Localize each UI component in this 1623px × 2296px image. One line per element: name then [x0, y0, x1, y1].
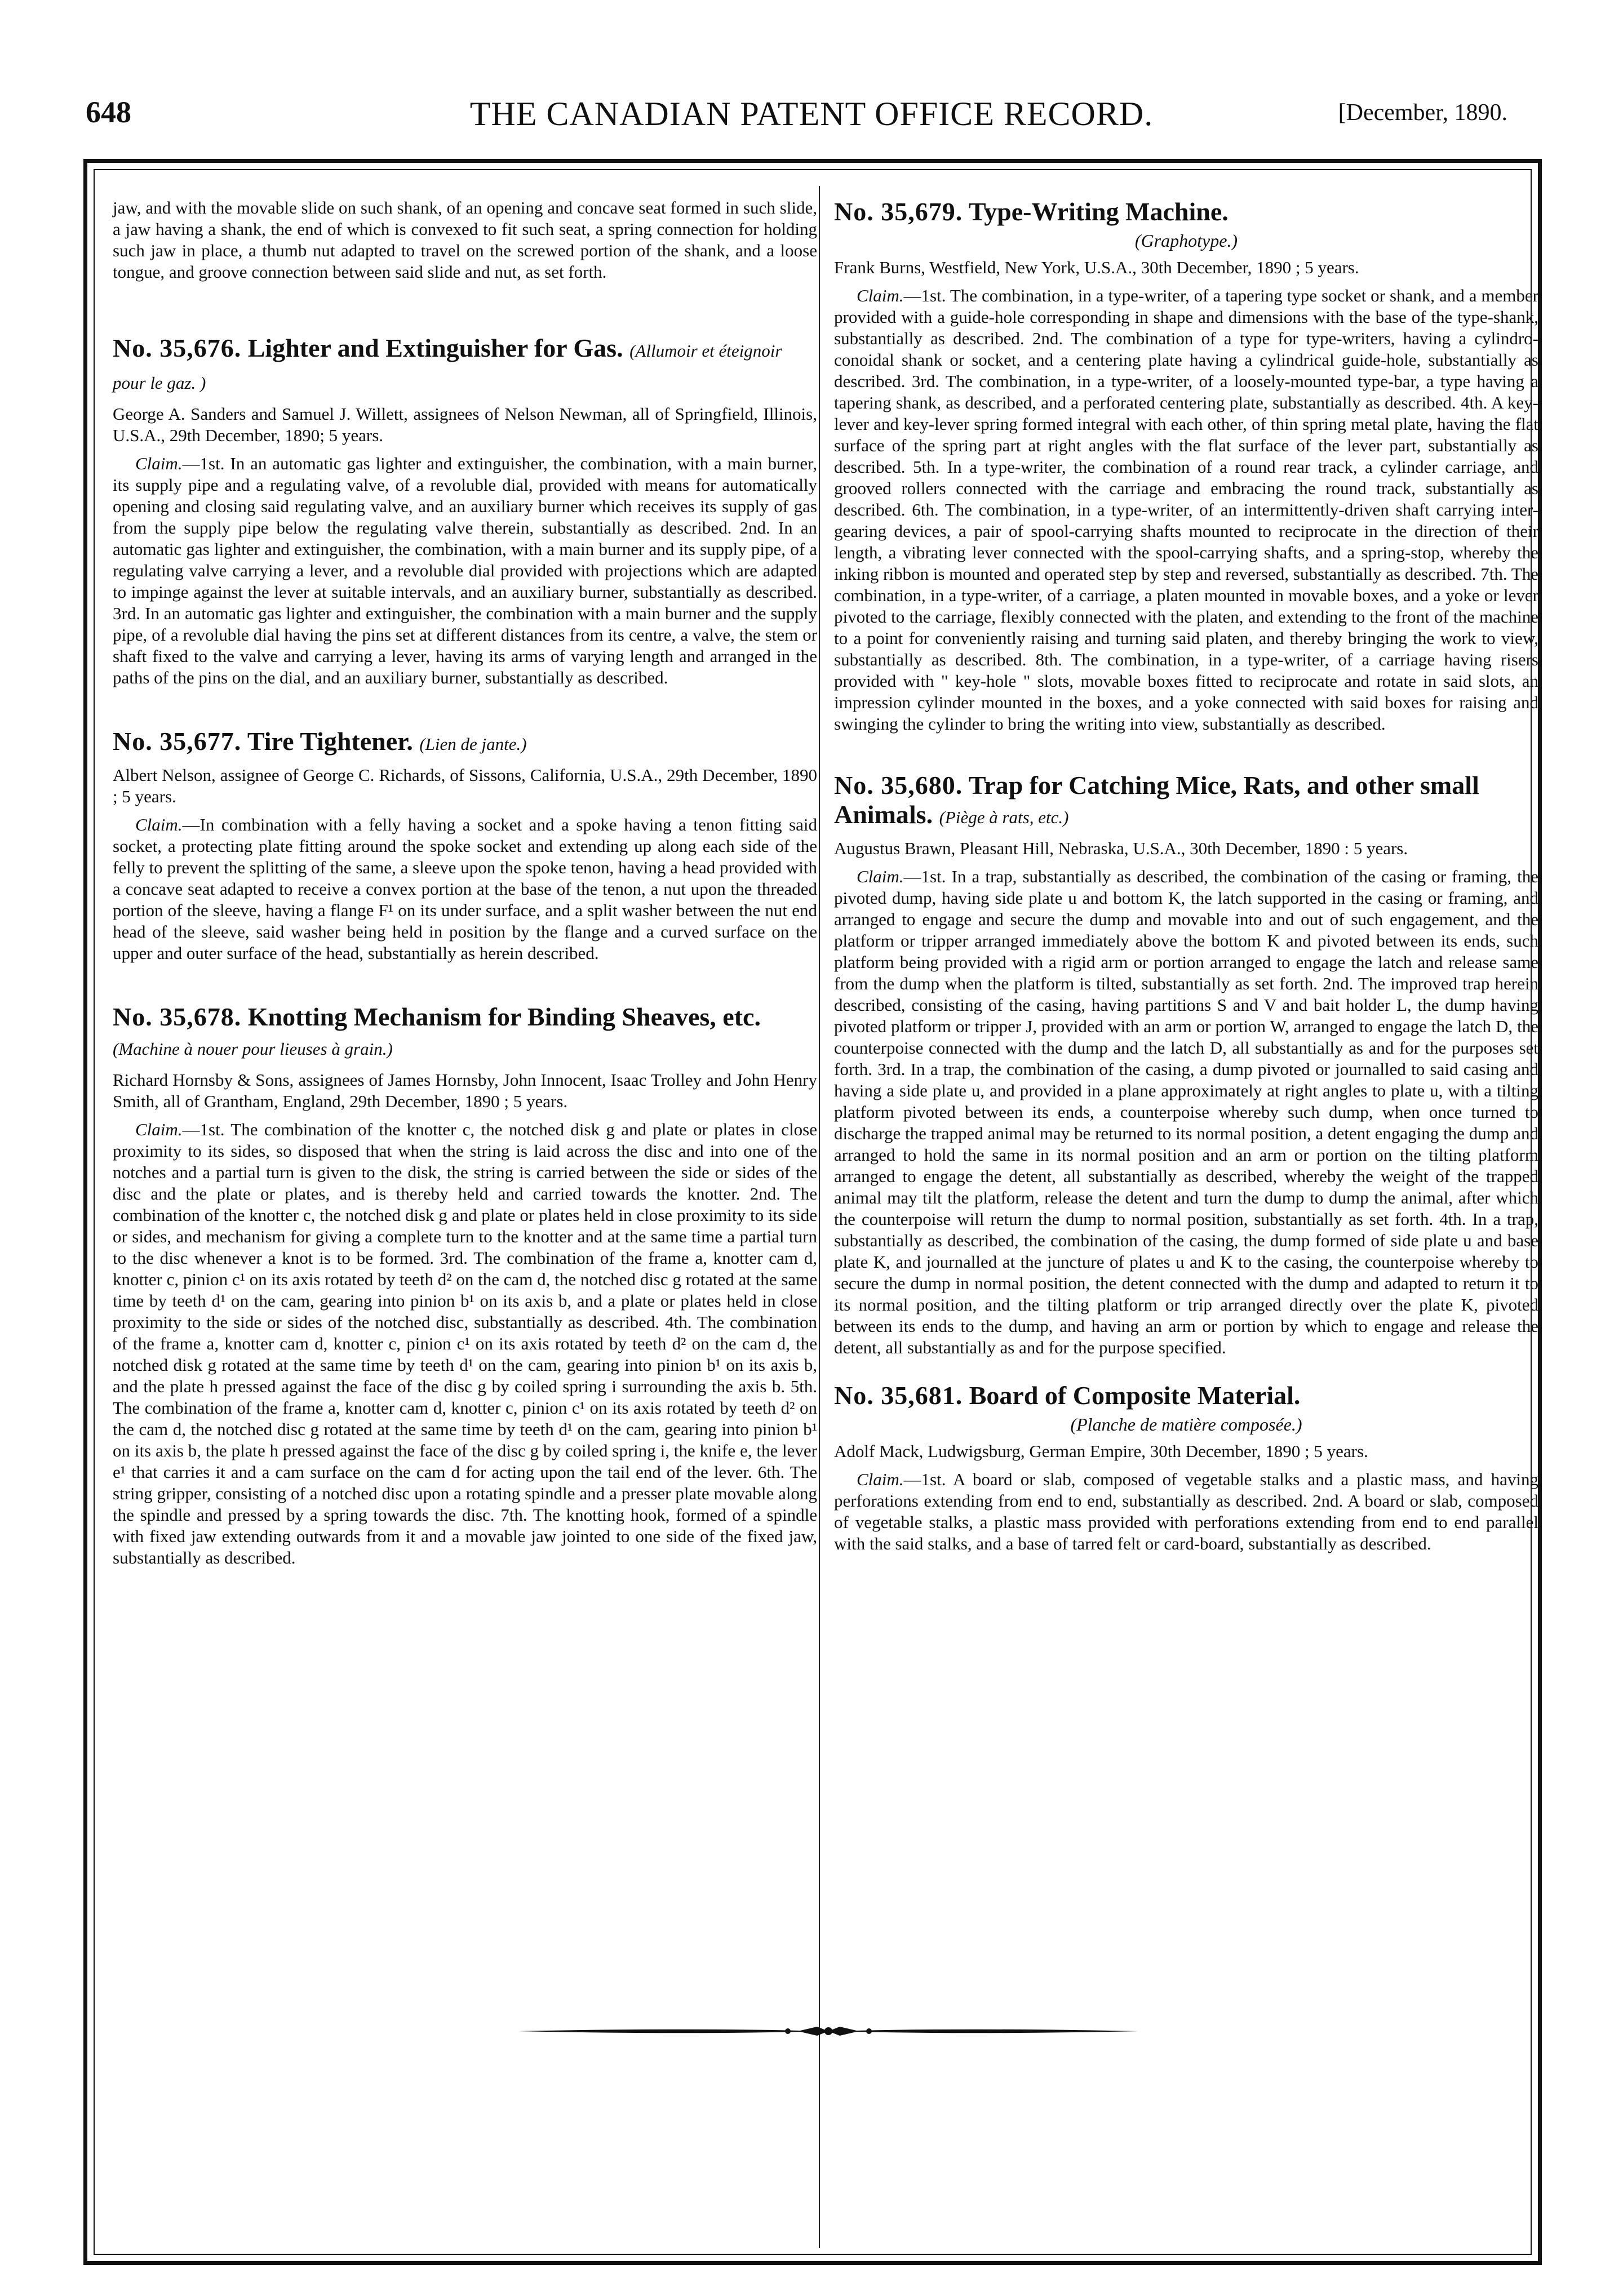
patent-entry-35678: [113, 1002, 817, 1569]
patent-assignee: Albert Nelson, assignee of George C. Richards, of Sissons, California, U.S.A., 29th December, 1890 ; 5 years.: [113, 765, 817, 806]
claim-text: —1st. A board or slab, composed of vegetable stalks and a plastic mass, and having perforations extending from end to end, substantially as described. 2nd. A board or slab, composed of vegetable stalks, a plastic mass provided with perforations extending from end to end parallel with the said stalks, and a base of tarred felt or card-board, substantially as described.: [834, 1469, 1538, 1553]
patent-title-french: (Graphotype.): [1134, 230, 1238, 251]
right-column: [834, 197, 1538, 1555]
entry-heading: [113, 1002, 817, 1064]
patent-title: Type-Writing Machine.: [968, 197, 1229, 226]
patent-number: No. 35,676.: [113, 334, 242, 362]
claim-label: Claim.: [135, 454, 183, 473]
patent-entry-35677: [113, 727, 817, 964]
continuation-text: jaw, and with the movable slide on such shank, of an opening and concave seat formed in such slide, a jaw having a shank, the end of which is convexed to fit such seat, a spring connection for holding such jaw in place, a thumb nut adapted to travel on the screwed portion of the shank, and a loose tongue, and groove connection between said slide and nut, as set forth.: [113, 198, 817, 282]
patent-assignee: Frank Burns, Westfield, New York, U.S.A., 30th December, 1890 ; 5 years.: [834, 257, 1359, 277]
patent-title: Trap for Catching Mice, Rats, and other small Animals.: [834, 771, 1479, 829]
patent-claim: [834, 866, 1538, 1358]
ornament-rule: [518, 2020, 1138, 2042]
patent-title-french: (Machine à nouer pour lieuses à grain.): [113, 1039, 393, 1059]
left-column: [113, 197, 817, 1569]
claim-label: Claim.: [857, 867, 904, 886]
patent-entry-35676: [113, 334, 817, 689]
page-number: 648: [86, 95, 131, 129]
patent-number: No. 35,677.: [113, 727, 242, 756]
claim-text: —1st. The combination of the knotter c, the notched disk g and plate or plates in close proximity to its sides, so disposed that when the string is laid across the disc and into one of the notches and a partial turn is given to the disk, the string is carried between the side or sides of the disc and the plate or plates, and is thereby held and carried towards the knotter. 2nd. The combination of the knotter c, the notched disk g and plate or plates held in close proximity to its side or sides, and mechanism for giving a complete turn to the knotter and at the same time a partial turn to the disc whenever a knot is to be formed. 3rd. The combination of the frame a, knotter cam d, knotter c, pinion c¹ on its axis rotated by teeth d² on the cam d, the notched disc g rotated at the same time by teeth d¹ on the cam, gearing into pinion b¹ on its axis b, and a plate or plates held in close proximity to the side or sides of the notched disc, substantially as described. 4th. The combination of the frame a, knotter cam d, knotter c, pinion c¹ on its axis rotated by teeth d² on the cam d, the notched disk g rotated at the same time by teeth d¹ on the cam, gearing into pinion b¹ on its axis b, and the plate h pressed against the face of the disc g by coiled spring i surrounding the axis b. 5th. The combination of the frame a, knotter cam d, knotter c, pinion c¹ on its axis rotated by teeth d² on the cam d, the notched disc g rotated at the same time by teeth d¹ on the cam, gearing into pinion b¹ on its axis b, the plate h pressed against the face of the disc g by coiled spring i, the knife e, the lever e¹ that carries it and a cam surface on the cam d for acting upon the tail end of the lever. 6th. The string gripper, consisting of a notched disc upon a rotating spindle and a presser plate movable along the spindle and pressed by a spring towards the disc. 7th. The knotting hook, formed of a spindle with fixed jaw extending outwards from it and a movable jaw jointed to one side of the fixed jaw, substantially as described.: [113, 1120, 817, 1567]
patent-assignee: Richard Hornsby & Sons, assignees of James Hornsby, John Innocent, Isaac Trolley and John Henry Smith, all of Grantham, England, 29th December, 1890 ; 5 years.: [113, 1070, 817, 1111]
patent-claim: [113, 814, 817, 964]
claim-label: Claim.: [857, 1469, 904, 1489]
claim-label: Claim.: [135, 1120, 183, 1139]
claim-text: —1st. In an automatic gas lighter and extinguisher, the combination, with a main burner, its supply pipe and a regulating valve, of a revoluble dial, provided with means for automatically opening and closing said regulating valve, and an auxiliary burner which receives its supply of gas from the supply pipe below the regulating valve therein, substantially as described. 2nd. In an automatic gas lighter and extinguisher, the combination, with a main burner and its supply pipe, of a regulating valve carrying a lever, and a revoluble dial provided with projections which are adapted to impinge against the lever at suitable intervals, and an auxiliary burner, substantially as described. 3rd. In an automatic gas lighter and extinguisher, the combination with a main burner and the supply pipe, of a revoluble dial having the pins set at different distances from its centre, a valve, the stem or shaft fixed to the valve and carrying a lever, having its arms of varying length and arranged in the paths of the pins on the dial, and an auxiliary burner, substantially as described.: [113, 454, 817, 687]
patent-title-french: (Lien de jante.): [419, 734, 527, 754]
patent-claim: [834, 1469, 1538, 1555]
patent-assignee: Augustus Brawn, Pleasant Hill, Nebraska, U.S.A., 30th December, 1890 : 5 years.: [834, 838, 1408, 858]
patent-title-french: (Allumoir et éteignoir pour le gaz. ): [113, 341, 782, 393]
patent-claim: [834, 285, 1538, 735]
entry-heading: [834, 771, 1538, 832]
patent-title-french: (Planche de matière composée.): [1070, 1414, 1302, 1435]
claim-text: —1st. The combination, in a type-writer, of a tapering type socket or shank, and a member provided with a guide-hole corresponding in shape and dimensions with the base of the type-shank, substantially as described. 2nd. The combination of a type for type-writers, having a cylindro-conoidal shank or socket, and a centering plate having a cylindrical guide-hole, substantially as described. 3rd. The combination, in a type-writer, of a loosely-mounted type-bar, a type having a tapering shank, as described, and a perforated centering plate, substantially as described. 4th. A key-lever and key-lever spring formed integral with each other, of thin spring metal plate, having the flat surface of the spring part at right angles with the flat surface of the lever part, substantially as described. 5th. In a type-writer, the combination of a round rear track, a cylinder carriage, and grooved rollers connected with the carriage and embracing the round track, substantially as described. 6th. The combination, in a type-writer, of an intermittently-driven shaft carrying inter-gearing devices, a pair of spool-carrying shafts mounted to reciprocate in the direction of their length, a vibrating lever connected with the spool-carrying shafts, and a spring-stop, whereby the inking ribbon is mounted and operated step by step and reversed, substantially as described. 7th. The combination, in a type-writer, of a carriage, a platen mounted in movable boxes, and a yoke or lever pivoted to the carriage, flexibly connected with the platen, and extending to the front of the machine to a point for conveniently raising and turning said platen, and thereby bringing the work to view, substantially as described. 8th. The combination, in a type-writer, of a carriage having risers provided with " key-hole " slots, movable boxes fitted to reciprocate and rotate in said slots, an impression cylinder mounted in the boxes, and a yoke connected with said boxes for raising and swinging the cylinder to bring the writing into view, substantially as described.: [834, 286, 1538, 734]
patent-assignee: George A. Sanders and Samuel J. Willett, assignees of Nelson Newman, all of Springfield, Illinois, U.S.A., 29th December, 1890; 5 years.: [113, 404, 817, 445]
patent-number: No. 35,681.: [834, 1381, 963, 1410]
patent-entry-35679: [834, 197, 1538, 735]
patent-title: Knotting Mechanism for Binding Sheaves, etc.: [247, 1002, 761, 1031]
patent-number: No. 35,678.: [113, 1002, 242, 1031]
column-divider: [819, 186, 820, 2248]
patent-assignee: Adolf Mack, Ludwigsburg, German Empire, 30th December, 1890 ; 5 years.: [834, 1441, 1368, 1461]
patent-title-french: (Piège à rats, etc.): [939, 807, 1069, 827]
page-date: [December, 1890.: [1338, 100, 1507, 126]
patent-entry-35680: [834, 771, 1538, 1358]
claim-text: —1st. In a trap, substantially as described, the combination of the casing or framing, the pivoted dump, having side plate u and bottom K, the latch supported in the casing or framing, and arranged to engage and secure the dump and movable into and out of such engagement, and the platform or tripper arranged immediately above the bottom K and pivoted between its ends, such platform being provided with a rigid arm or portion arranged to engage the latch and release same from the dump when the platform is tilted, substantially as set forth. 2nd. The improved trap herein described, consisting of the casing, having partitions S and V and bait holder L, the dump having pivoted platform or tripper J, provided with an arm or portion W, arranged to engage the latch D, the counterpoise connected with the dump and the latch D, all substantially as and for the purposes set forth. 3rd. In a trap, the combination of the casing, a dump pivoted or journalled to said casing and having a side plate u, and provided in a plane approximately at right angles to plate u, with a tilting platform pivoted between its ends, a counterpoise whereby such dump, when once turned to discharge the trapped animal may be returned to its normal position, a detent engaging the dump and arranged to hold the same in its normal position and an arm or portion on the tilting platform arranged to engage the detent, all substantially as described, whereby the weight of the trapped animal may tilt the platform, release the detent and turn the dump to dump the animal, after which the counterpoise will return the dump to normal position, substantially as set forth. 4th. In a trap, substantially as described, the combination of the casing, the dump formed of side plate u and base plate K, and journalled at the juncture of plates u and K to the casing, the counterpoise whereby to secure the dump in normal position, the detent connected with the dump and adapted to return it to its normal position, and the tilting platform or trip arranged directly over the plate K, pivoted between its ends to the dump, and having an arm or portion by which to engage and release the detent, all substantially as and for the purpose specified.: [834, 867, 1538, 1357]
entry-heading: [834, 1381, 1538, 1410]
claim-label: Claim.: [857, 286, 904, 305]
page-title: THE CANADIAN PATENT OFFICE RECORD.: [469, 95, 1154, 132]
entry-heading: [113, 334, 817, 398]
entry-heading: [834, 197, 1538, 227]
patent-number: No. 35,679.: [834, 197, 963, 226]
claim-label: Claim.: [135, 815, 183, 834]
claim-text: —In combination with a felly having a socket and a spoke having a tenon fitting said socket, a protecting plate fitting around the spoke socket and extending up along each side of the felly to prevent the splitting of the same, a sleeve upon the spoke tenon, having a head provided with a concave seat adapted to receive a convex portion at the base of the tenon, a nut upon the threaded portion of the sleeve, having a flange F¹ on its under surface, and a split washer between the nut end head of the sleeve, said washer being held in position by the flange and a curved surface on the upper and outer surface of the head, substantially as herein described.: [113, 815, 818, 963]
patent-title: Lighter and Extinguisher for Gas.: [247, 334, 623, 362]
patent-entry-35681: [834, 1381, 1538, 1555]
entry-heading: [113, 727, 817, 759]
patent-title: Tire Tightener.: [247, 727, 413, 756]
patent-claim: [113, 1119, 817, 1569]
patent-claim: [113, 453, 817, 689]
patent-title: Board of Composite Material.: [969, 1381, 1301, 1410]
patent-number: No. 35,680.: [834, 771, 963, 800]
